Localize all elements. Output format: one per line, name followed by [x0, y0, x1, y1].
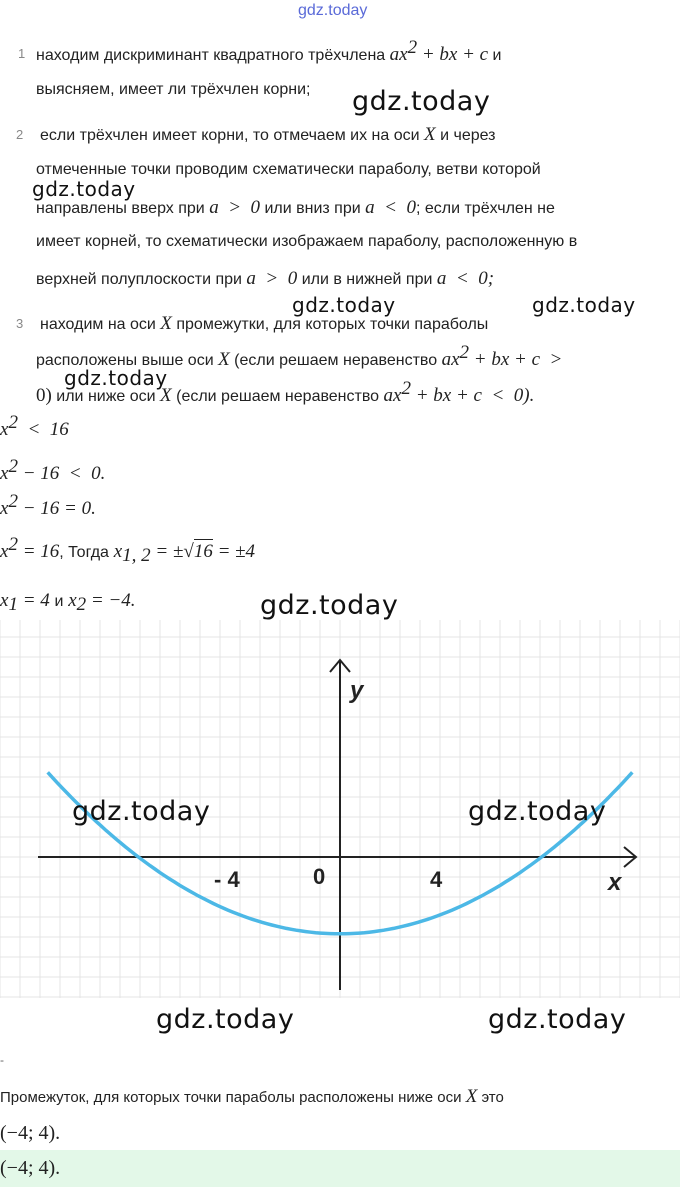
- math-expression: a < 0: [365, 197, 416, 218]
- watermark: gdz.today: [156, 1004, 295, 1035]
- math-expression: $ax^2$ + bx + c < 0).: [383, 378, 535, 406]
- step-text: и: [492, 47, 502, 64]
- answer-highlight-text: (−4; 4).: [0, 1157, 61, 1179]
- step-2-line-1: [40, 124, 496, 146]
- step-text: если трёхчлен имеет корни, то отмечаем их на оси: [40, 127, 420, 144]
- equation-roots: $x^2 = 16$, Тогда $x_{1, 2} = \pm√16 = \pm 4$: [0, 534, 256, 566]
- step-text: ; если трёхчлен не: [415, 200, 555, 217]
- step-number: 2: [16, 127, 24, 142]
- conclusion-sentence: Промежуток, для которых точки параболы расположены ниже оси: [0, 1089, 462, 1106]
- math-expression: a > 0: [209, 197, 261, 218]
- answer-highlight-box: [0, 1150, 680, 1187]
- watermark: gdz.today: [352, 86, 491, 117]
- step-number: 3: [16, 316, 24, 331]
- step-text: или в нижней при: [301, 271, 433, 288]
- equation-root-values: $x_1 = 4$ и $x_2 = -4$.: [0, 590, 136, 615]
- step-text: направлены вверх при: [36, 200, 205, 217]
- watermark: gdz.today: [260, 590, 399, 621]
- tick-label-4: 4: [430, 867, 443, 892]
- solution-text: , Тогда: [59, 544, 109, 561]
- step-2-line-5: [36, 268, 494, 290]
- step-text: или вниз при: [264, 200, 361, 217]
- equation-moved: $x^2 - 16 < 0$.: [0, 456, 106, 484]
- math-expression: $ax^2$ + bx + c: [389, 37, 489, 65]
- math-expression: a > 0: [246, 268, 298, 289]
- y-axis-label: y: [350, 677, 364, 704]
- answer-text: (−4; 4).: [0, 1122, 61, 1144]
- equation-equal: $x^2 - 16 = 0$.: [0, 491, 96, 519]
- step-text: и через: [440, 127, 496, 144]
- origin-label: 0: [313, 864, 326, 889]
- step-1-line-2: выясняем, имеет ли трёхчлен корни;: [36, 81, 311, 98]
- watermark: gdz.today: [72, 796, 211, 827]
- equation-inequality: $x^2 < 16$: [0, 412, 69, 440]
- step-2-line-2: отмеченные точки проводим схематически параболу, ветви которой: [36, 161, 541, 178]
- math-expression: X: [160, 385, 172, 406]
- site-logo[interactable]: gdz.today: [298, 2, 368, 19]
- watermark: gdz.today: [468, 796, 607, 827]
- step-text: находим на оси: [40, 316, 156, 333]
- watermark: gdz.today: [488, 1004, 627, 1035]
- math-expression: X: [424, 124, 436, 145]
- step-text: (если решаем неравенство: [176, 388, 380, 405]
- math-expression: 0): [36, 385, 52, 406]
- watermark: gdz.today: [64, 366, 168, 390]
- step-text: (если решаем неравенство: [234, 352, 438, 369]
- tick-label-neg4: - 4: [214, 867, 240, 892]
- x-axis-label: x: [608, 869, 622, 896]
- step-text: верхней полуплоскости при: [36, 271, 242, 288]
- separator-dash: -: [0, 1053, 4, 1067]
- step-text: или ниже оси: [56, 388, 156, 405]
- math-expression: a < 0;: [436, 268, 495, 289]
- step-number: 1: [18, 46, 26, 61]
- step-text: расположены выше оси: [36, 352, 214, 369]
- step-2-line-4: имеет корней, то схематически изображаем параболу, расположенную в: [36, 233, 578, 250]
- math-expression: X: [465, 1086, 478, 1107]
- solution-text: и: [54, 593, 64, 610]
- step-3-line-1: [40, 313, 488, 335]
- math-expression: $ax^2$ + bx + c >: [441, 342, 563, 370]
- conclusion-text: [0, 1086, 504, 1108]
- watermark: gdz.today: [292, 293, 396, 317]
- watermark: gdz.today: [32, 177, 136, 201]
- step-text: промежутки, для которых точки параболы: [176, 316, 489, 333]
- math-expression: X: [160, 313, 172, 334]
- step-1-line-1: [36, 37, 502, 66]
- watermark: gdz.today: [532, 293, 636, 317]
- conclusion-eto: это: [481, 1089, 504, 1106]
- step-text: находим дискриминант квадратного трёхчлена: [36, 47, 386, 64]
- math-expression: X: [218, 349, 230, 370]
